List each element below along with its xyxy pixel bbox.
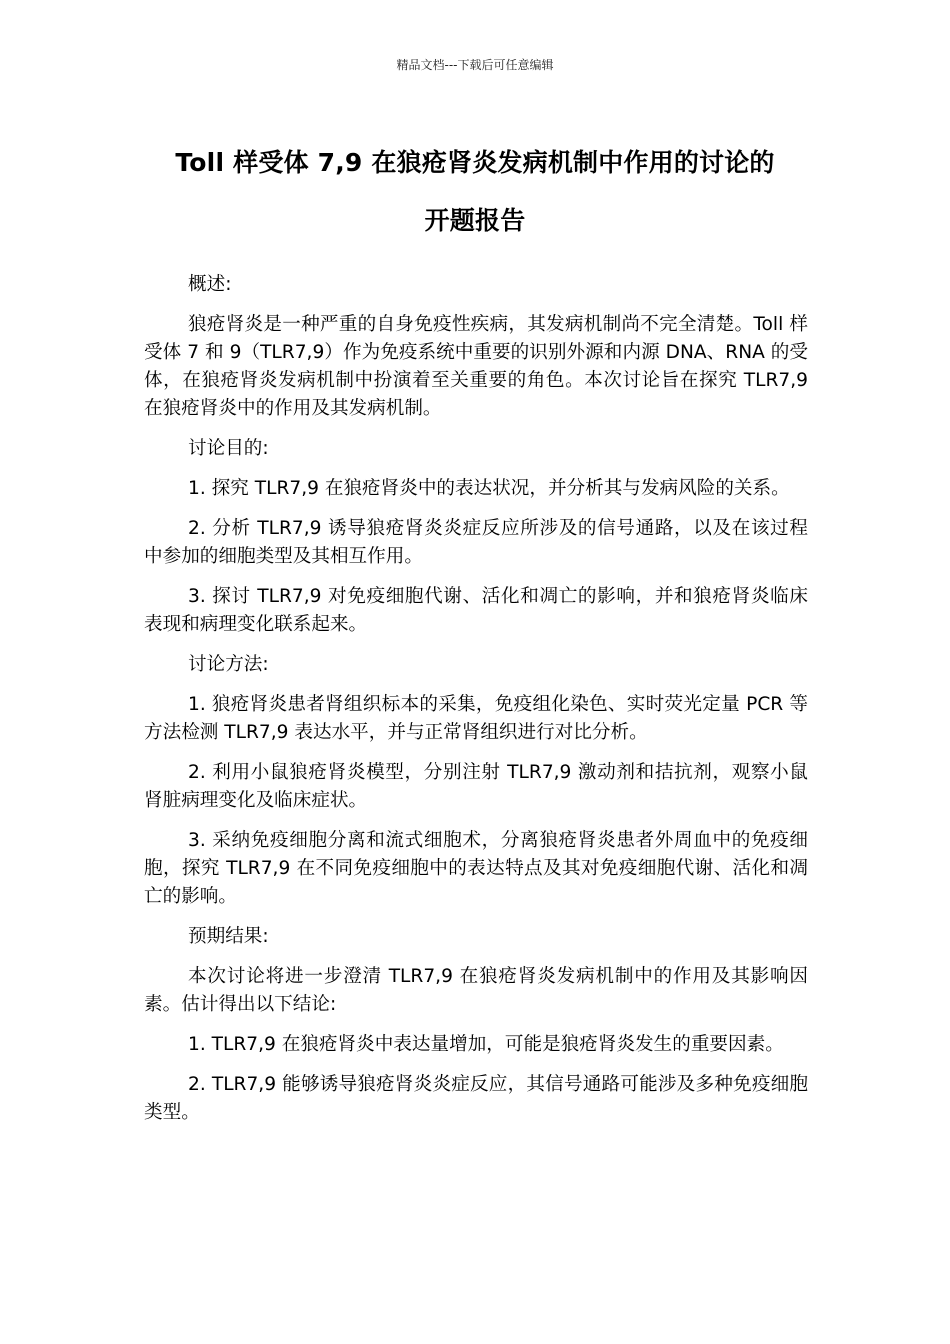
title-line-1: Toll 样受体 7,9 在狼疮肾炎发病机制中作用的讨论的 xyxy=(175,148,775,177)
method-item: 1. 狼疮肾炎患者肾组织标本的采集，免疫组化染色、实时荧光定量 PCR 等方法检测 TLR7,9 表达水平，并与正常肾组织进行对比分析。 xyxy=(144,694,808,743)
method-heading: 讨论方法: xyxy=(188,654,269,675)
title-line-2: 开题报告 xyxy=(424,206,526,235)
results-item: 2. TLR7,9 能够诱导狼疮肾炎炎症反应，其信号通路可能涉及多种免疫细胞类型。 xyxy=(144,1074,808,1123)
results-paragraph: 本次讨论将进一步澄清 TLR7,9 在狼疮肾炎发病机制中的作用及其影响因素。估计得出以下结论: xyxy=(144,966,808,1015)
overview-heading: 概述: xyxy=(188,274,232,295)
results-heading: 预期结果: xyxy=(188,926,269,947)
purpose-heading: 讨论目的: xyxy=(188,438,269,459)
document-title xyxy=(140,134,810,250)
overview-paragraph: 狼疮肾炎是一种严重的自身免疫性疾病，其发病机制尚不完全清楚。Toll 样受体 7 和 9（TLR7,9）作为免疫系统中重要的识别外源和内源 DNA、RNA 的受体，在狼疮肾炎发病机制中扮演着至关重要的角色。本次讨论旨在探究 TLR7,9 在狼疮肾炎中的作用及其发病机制。 xyxy=(144,314,808,419)
purpose-item: 3. 探讨 TLR7,9 对免疫细胞代谢、活化和凋亡的影响，并和狼疮肾炎临床表现和病理变化联系起来。 xyxy=(144,586,808,635)
method-item: 3. 采纳免疫细胞分离和流式细胞术，分离狼疮肾炎患者外周血中的免疫细胞，探究 TLR7,9 在不同免疫细胞中的表达特点及其对免疫细胞代谢、活化和凋亡的影响。 xyxy=(144,830,808,907)
purpose-item: 2. 分析 TLR7,9 诱导狼疮肾炎炎症反应所涉及的信号通路，以及在该过程中参加的细胞类型及其相互作用。 xyxy=(144,518,808,567)
page-header: 精品文档---下载后可任意编辑 xyxy=(396,58,554,72)
document-body xyxy=(144,271,808,1139)
method-item: 2. 利用小鼠狼疮肾炎模型，分别注射 TLR7,9 激动剂和拮抗剂，观察小鼠肾脏病理变化及临床症状。 xyxy=(144,762,808,811)
purpose-item: 1. 探究 TLR7,9 在狼疮肾炎中的表达状况，并分析其与发病风险的关系。 xyxy=(188,478,790,499)
results-item: 1. TLR7,9 在狼疮肾炎中表达量增加，可能是狼疮肾炎发生的重要因素。 xyxy=(188,1034,784,1055)
